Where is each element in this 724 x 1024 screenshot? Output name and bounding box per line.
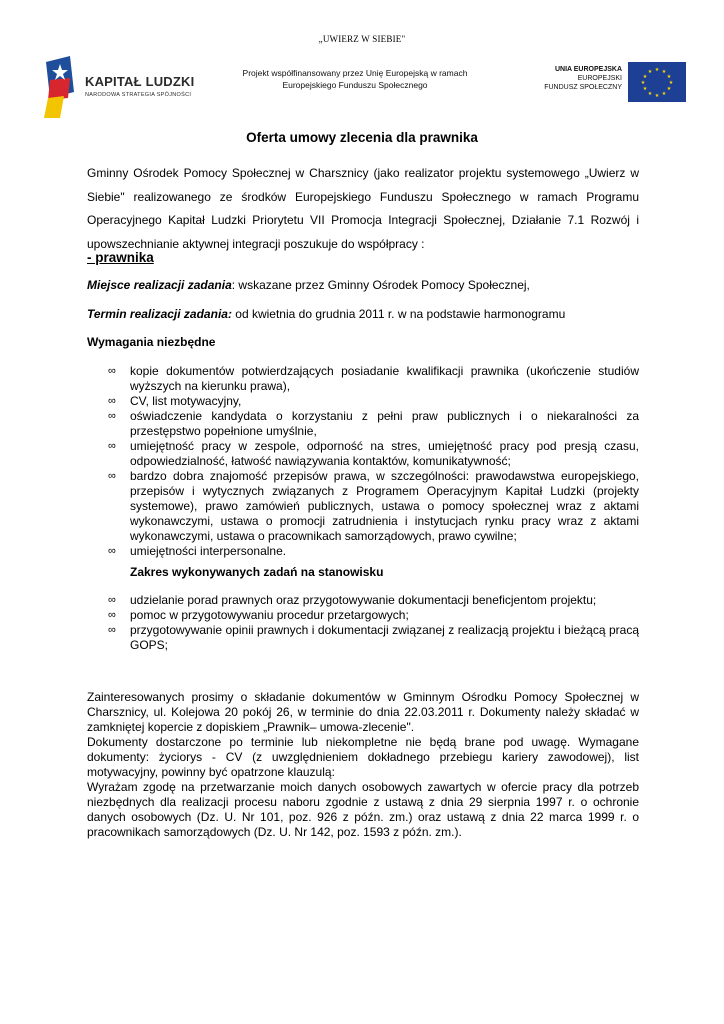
- list-item: [87, 623, 639, 653]
- infinity-bullet-icon: ∞: [108, 470, 116, 482]
- infinity-bullet-icon: ∞: [108, 624, 116, 636]
- svg-text:★: ★: [647, 91, 653, 97]
- application-requirements: Dokumenty dostarczone po terminie lub niekompletne nie będą brane pod uwagę. Wymagane dokumenty: życiorys - CV (z uwzględnieniem dokładnego przebiegu kariery zawodowej), list motywacyjny, powinny być opatrzone klauzulą:: [87, 735, 639, 779]
- svg-text:★: ★: [642, 86, 648, 92]
- svg-text:★: ★: [668, 80, 674, 86]
- requirement-text: CV, list motywacyjny,: [130, 394, 242, 408]
- consent-clause: Wyrażam zgodę na przetwarzanie moich danych osobowych zawartych w ofercie pracy dla potrzeb niezbędnych dla realizacji procesu naboru zgodnie z ustawą z dnia 29 sierpnia 1997 r. o ochronie danych osobowych (Dz. U. Nr 101, poz. 926 z późn. zm.) oraz ustawą z dnia 22 marca 1999 r. o pracownikach samorządowych (Dz. U. Nr 142, poz. 1593 z późn. zm.).: [87, 780, 639, 839]
- requirement-text: umiejętności interpersonalne.: [130, 544, 287, 558]
- eu-logo-text: [524, 65, 622, 92]
- eu-logo-line-3: FUNDUSZ SPOŁECZNY: [544, 84, 622, 91]
- term-label: Termin realizacji zadania:: [87, 307, 232, 321]
- infinity-bullet-icon: ∞: [108, 410, 116, 422]
- scope-text: pomoc w przygotowywaniu procedur przetargowych;: [130, 608, 409, 622]
- scope-list: [87, 593, 639, 653]
- place-label: Miejsce realizacji zadania: [87, 278, 232, 292]
- project-name-header: „UWIERZ W SIEBIE": [318, 34, 406, 44]
- place-line: [87, 278, 639, 293]
- term-value: od kwietnia do grudnia 2011 r. w na podstawie harmonogramu: [231, 307, 566, 321]
- svg-text:★: ★: [647, 69, 653, 75]
- infinity-bullet-icon: ∞: [108, 545, 116, 557]
- svg-text:★: ★: [642, 74, 648, 80]
- cofinancing-line-2: Europejskiego Funduszu Społecznego: [282, 80, 428, 90]
- place-value: : wskazane przez Gminny Ośrodek Pomocy Społecznej,: [231, 278, 530, 292]
- cofinancing-note: [220, 67, 490, 91]
- kapital-ludzki-emblem-icon: [40, 56, 80, 120]
- list-item: [87, 544, 639, 559]
- list-item: [87, 439, 639, 469]
- requirements-heading: Wymagania niezbędne: [87, 335, 216, 349]
- list-item: [87, 364, 639, 394]
- list-item: [87, 394, 639, 409]
- kapital-ludzki-subtitle: NARODOWA STRATEGIA SPÓJNOŚCI: [85, 92, 192, 98]
- scope-text: udzielanie porad prawnych oraz przygotowywanie dokumentacji beneficjentom projektu;: [130, 593, 597, 607]
- term-line: [87, 307, 639, 322]
- eu-logo-line-2: EUROPEJSKI: [577, 75, 622, 82]
- infinity-bullet-icon: ∞: [108, 395, 116, 407]
- eu-flag-icon: [628, 62, 686, 102]
- list-item: [87, 608, 639, 623]
- document-title: Oferta umowy zlecenia dla prawnika: [246, 130, 478, 145]
- svg-text:★: ★: [661, 91, 667, 97]
- requirement-text: oświadczenie kandydata o korzystaniu z pełni praw publicznych i o niekaralności za przestępstwo popełnione umyślnie,: [130, 409, 639, 438]
- eu-logo-line-1: UNIA EUROPEJSKA: [554, 66, 622, 73]
- list-item: [87, 469, 639, 544]
- kapital-ludzki-title: KAPITAŁ LUDZKI: [85, 74, 195, 89]
- svg-text:★: ★: [654, 93, 660, 99]
- position-name: - prawnika: [87, 250, 154, 265]
- svg-text:★: ★: [654, 67, 660, 73]
- infinity-bullet-icon: ∞: [108, 594, 116, 606]
- scope-heading: Zakres wykonywanych zadań na stanowisku: [130, 565, 384, 579]
- list-item: [87, 409, 639, 439]
- requirements-list: [87, 364, 639, 559]
- infinity-bullet-icon: ∞: [108, 365, 116, 377]
- requirement-text: kopie dokumentów potwierdzających posiadanie kwalifikacji prawnika (ukończenie studiów wyższych na kierunku prawa),: [130, 364, 639, 393]
- svg-text:★: ★: [666, 86, 672, 92]
- kapital-ludzki-logo: [40, 52, 198, 122]
- svg-text:★: ★: [661, 69, 667, 75]
- intro-paragraph: Gminny Ośrodek Pomocy Społecznej w Charsznicy (jako realizator projektu systemowego „Uwierz w Siebie" realizowanego ze środków Europejskiego Funduszu Społecznego w ramach Programu Operacyjnego Kapitał Ludzki Priorytetu VII Promocja Integracji Społecznej, Działanie 7.1 Rozwój i upowszechnianie aktywnej integracji poszukuje do współpracy :: [87, 166, 639, 251]
- list-item: [87, 593, 639, 608]
- svg-text:★: ★: [666, 74, 672, 80]
- scope-text: przygotowywanie opinii prawnych i dokumentacji związanej z realizacją projektu i bieżącą pracą GOPS;: [130, 623, 639, 652]
- application-instructions: Zainteresowanych prosimy o składanie dokumentów w Gminnym Ośrodku Pomocy Społecznej w Charsznicy, ul. Kolejowa 20 pokój 26, w terminie do dnia 22.03.2011 r. Dokumenty należy składać w zamkniętej kopercie z dopiskiem „Prawnik– umowa-zlecenie".: [87, 690, 639, 734]
- infinity-bullet-icon: ∞: [108, 440, 116, 452]
- requirement-text: bardzo dobra znajomość przepisów prawa, w szczególności: prawodawstwa europejskiego, przepisów i wytycznych związanych z Programem Operacyjnym Kapitał Ludzki (projekty systemowe), prawo zamówień publicznych, ustawa o pomocy społecznej wraz z aktami wykonawczymi, ustawa o promocji zatrudnienia i instytucjach rynku pracy wraz z aktami wykonawczymi, ustawa o pracownikach samorządowych, prawo cywilne;: [130, 469, 639, 543]
- infinity-bullet-icon: ∞: [108, 609, 116, 621]
- cofinancing-line-1: Projekt współfinansowany przez Unię Europejską w ramach: [242, 68, 468, 78]
- requirement-text: umiejętność pracy w zespole, odporność na stres, umiejętność pracy pod presją czasu, odpowiedzialność, łatwość nawiązywania kontaktów, komunikatywność;: [130, 439, 639, 468]
- svg-text:★: ★: [640, 80, 646, 86]
- eu-logo: [524, 56, 696, 106]
